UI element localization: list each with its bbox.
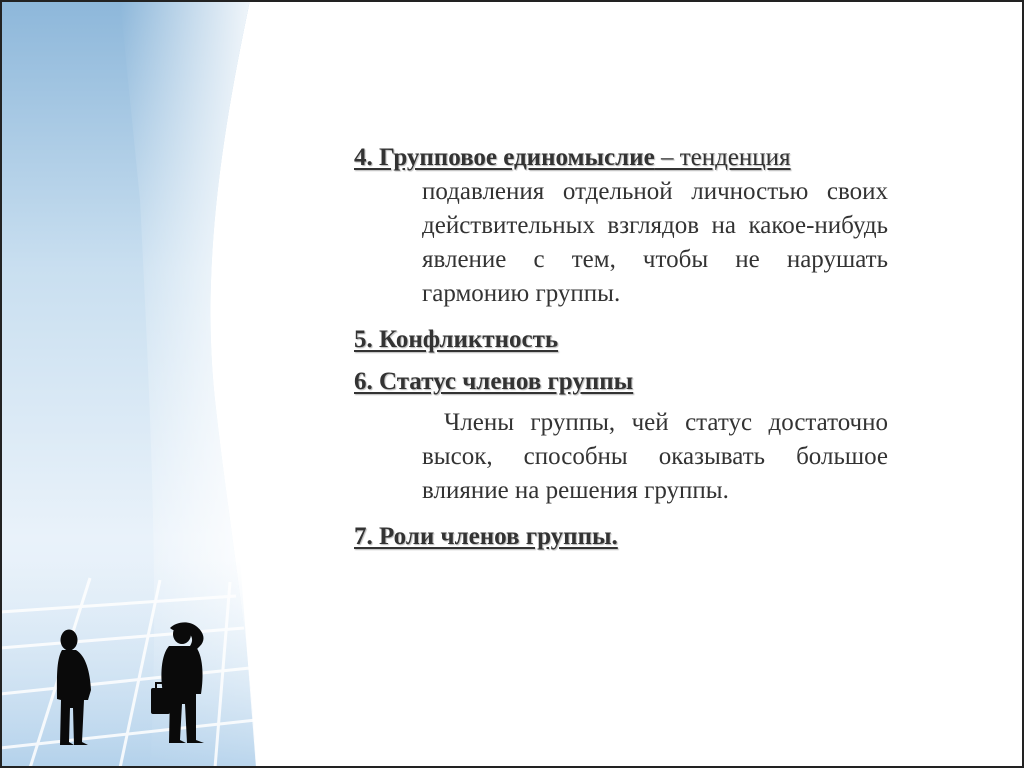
- item-member-status: [354, 365, 888, 508]
- item-conflict: [354, 323, 888, 357]
- item-5-title: 5. Конфликтность: [354, 326, 559, 353]
- item-member-roles: [354, 520, 888, 554]
- item-group-think: [354, 141, 888, 311]
- item-6-title: 6. Статус членов группы: [354, 368, 634, 395]
- item-7-title: 7. Роли членов группы.: [354, 523, 618, 550]
- slide-content: [354, 141, 888, 554]
- item-4-title: 4. Групповое единомыслие: [354, 144, 655, 171]
- item-6-body: Члены группы, чей статус достаточно высок, способны оказывать большое влияние на решения группы.: [422, 409, 888, 504]
- item-4-dash: – тенденция: [654, 144, 791, 171]
- item-4-first-line: [354, 141, 888, 175]
- item-4-body: подавления отдельной личностью своих действительных взглядов на какое-нибудь явление с тем, чтобы не нарушать гармонию группы.: [422, 178, 888, 307]
